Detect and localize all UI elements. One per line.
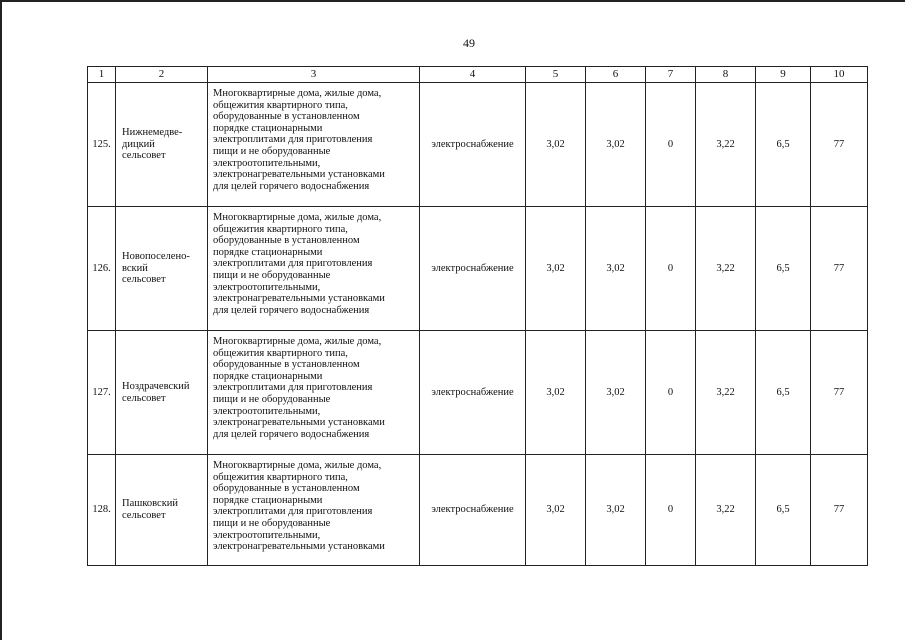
value-cell-10: 77 bbox=[811, 83, 868, 207]
value-cell-7: 0 bbox=[646, 331, 696, 455]
settlement-name-line: вский bbox=[122, 262, 148, 274]
row-number: 126. bbox=[88, 207, 116, 331]
housing-category-line: электроплитами для приготовления bbox=[213, 506, 373, 518]
housing-category-line: оборудованные в установленном bbox=[213, 111, 360, 123]
column-header: 6 bbox=[586, 67, 646, 83]
column-header: 1 bbox=[88, 67, 116, 83]
table-header-row bbox=[88, 67, 868, 83]
housing-category-line: порядке стационарными bbox=[213, 246, 323, 258]
settlement-name-line: сельсовет bbox=[122, 392, 166, 404]
settlement-name bbox=[116, 83, 208, 207]
value-cell-5: 3,02 bbox=[526, 83, 586, 207]
settlement-name-line: сельсовет bbox=[122, 274, 166, 286]
value-cell-5: 3,02 bbox=[526, 331, 586, 455]
row-number: 125. bbox=[88, 83, 116, 207]
housing-category-line: электроплитами для приготовления bbox=[213, 258, 373, 270]
housing-category-line: общежития квартирного типа, bbox=[213, 471, 348, 483]
value-cell-6: 3,02 bbox=[586, 83, 646, 207]
housing-category-line: Многоквартирные дома, жилые дома, bbox=[213, 460, 382, 471]
scan-edge-top bbox=[0, 0, 905, 2]
value-cell-6: 3,02 bbox=[586, 455, 646, 566]
housing-category-line: оборудованные в установленном bbox=[213, 235, 360, 247]
column-header: 2 bbox=[116, 67, 208, 83]
value-cell-9: 6,5 bbox=[756, 207, 811, 331]
housing-category bbox=[208, 207, 420, 331]
housing-category-line: электроплитами для приготовления bbox=[213, 134, 373, 146]
column-header: 10 bbox=[811, 67, 868, 83]
table-row bbox=[88, 207, 868, 331]
housing-category-line: общежития квартирного типа, bbox=[213, 99, 348, 111]
housing-category bbox=[208, 83, 420, 207]
settlement-name-line: дицкий bbox=[122, 138, 155, 150]
value-cell-8: 3,22 bbox=[696, 455, 756, 566]
value-cell-7: 0 bbox=[646, 207, 696, 331]
row-number: 128. bbox=[88, 455, 116, 566]
settlement-name bbox=[116, 455, 208, 566]
value-cell-8: 3,22 bbox=[696, 207, 756, 331]
housing-category-line: пищи и не оборудованные bbox=[213, 393, 331, 405]
utility-service: электроснабжение bbox=[420, 331, 526, 455]
housing-category-line: порядке стационарными bbox=[213, 494, 323, 506]
value-cell-10: 77 bbox=[811, 207, 868, 331]
housing-category-line: порядке стационарными bbox=[213, 122, 323, 134]
housing-category-line: электроотопительными, bbox=[213, 529, 321, 541]
column-header: 3 bbox=[208, 67, 420, 83]
housing-category-line: для целей горячего водоснабжения bbox=[213, 180, 370, 192]
housing-category-line: электронагревательными установками bbox=[213, 169, 385, 181]
housing-category-line: пищи и не оборудованные bbox=[213, 517, 331, 529]
utility-service: электроснабжение bbox=[420, 455, 526, 566]
column-header: 9 bbox=[756, 67, 811, 83]
utility-service: электроснабжение bbox=[420, 83, 526, 207]
table-row bbox=[88, 83, 868, 207]
row-number: 127. bbox=[88, 331, 116, 455]
housing-category-line: порядке стационарными bbox=[213, 370, 323, 382]
value-cell-9: 6,5 bbox=[756, 455, 811, 566]
scan-edge-left bbox=[0, 0, 2, 640]
settlement-name-line: Нижнемедве- bbox=[122, 127, 183, 139]
value-cell-6: 3,02 bbox=[586, 331, 646, 455]
settlement-name-line: Ноздрачевский bbox=[122, 380, 190, 392]
housing-category-line: общежития квартирного типа, bbox=[213, 223, 348, 235]
column-header: 8 bbox=[696, 67, 756, 83]
value-cell-10: 77 bbox=[811, 455, 868, 566]
housing-category-line: для целей горячего водоснабжения bbox=[213, 304, 370, 316]
housing-category-line: электроотопительными, bbox=[213, 157, 321, 169]
utility-service: электроснабжение bbox=[420, 207, 526, 331]
settlement-name-line: Новопоселено- bbox=[122, 251, 190, 263]
housing-category-line: электроотопительными, bbox=[213, 281, 321, 293]
housing-category-line: электроплитами для приготовления bbox=[213, 382, 373, 394]
column-header: 7 bbox=[646, 67, 696, 83]
housing-category-line: оборудованные в установленном bbox=[213, 359, 360, 371]
housing-category-line: Многоквартирные дома, жилые дома, bbox=[213, 336, 382, 347]
value-cell-10: 77 bbox=[811, 331, 868, 455]
column-header: 5 bbox=[526, 67, 586, 83]
table-row bbox=[88, 331, 868, 455]
value-cell-9: 6,5 bbox=[756, 331, 811, 455]
tariff-table bbox=[87, 66, 868, 566]
housing-category-line: электронагревательными установками bbox=[213, 541, 385, 553]
housing-category-line: Многоквартирные дома, жилые дома, bbox=[213, 88, 382, 99]
settlement-name-line: Пашковский bbox=[122, 498, 179, 510]
value-cell-5: 3,02 bbox=[526, 207, 586, 331]
housing-category-line: Многоквартирные дома, жилые дома, bbox=[213, 212, 382, 223]
housing-category-line: пищи и не оборудованные bbox=[213, 269, 331, 281]
settlement-name bbox=[116, 207, 208, 331]
column-header: 4 bbox=[420, 67, 526, 83]
housing-category-line: пищи и не оборудованные bbox=[213, 145, 331, 157]
housing-category-line: электроотопительными, bbox=[213, 405, 321, 417]
housing-category bbox=[208, 331, 420, 455]
value-cell-5: 3,02 bbox=[526, 455, 586, 566]
page-number: 49 bbox=[463, 36, 475, 50]
table-row bbox=[88, 455, 868, 566]
value-cell-6: 3,02 bbox=[586, 207, 646, 331]
housing-category bbox=[208, 455, 420, 566]
value-cell-9: 6,5 bbox=[756, 83, 811, 207]
value-cell-7: 0 bbox=[646, 83, 696, 207]
value-cell-8: 3,22 bbox=[696, 331, 756, 455]
settlement-name bbox=[116, 331, 208, 455]
value-cell-8: 3,22 bbox=[696, 83, 756, 207]
housing-category-line: электронагревательными установками bbox=[213, 293, 385, 305]
housing-category-line: электронагревательными установками bbox=[213, 417, 385, 429]
housing-category-line: для целей горячего водоснабжения bbox=[213, 428, 370, 440]
settlement-name-line: сельсовет bbox=[122, 510, 166, 521]
value-cell-7: 0 bbox=[646, 455, 696, 566]
settlement-name-line: сельсовет bbox=[122, 150, 166, 162]
housing-category-line: оборудованные в установленном bbox=[213, 483, 360, 495]
housing-category-line: общежития квартирного типа, bbox=[213, 347, 348, 359]
